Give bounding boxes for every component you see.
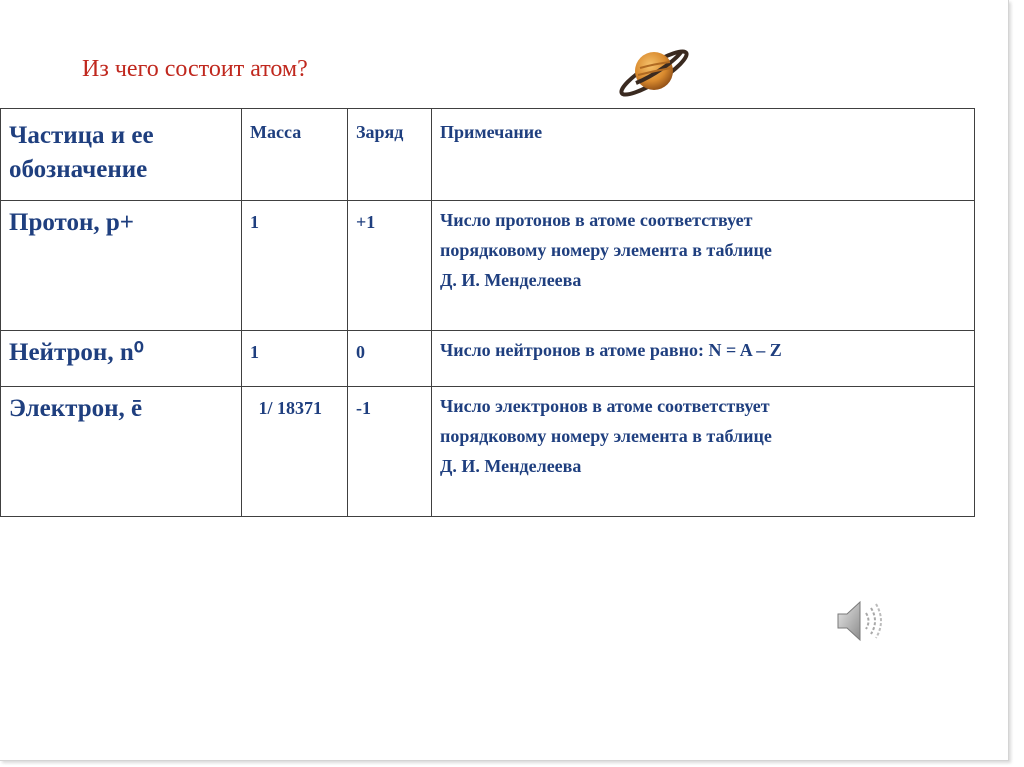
particles-table (0, 108, 975, 517)
particle-mass: 1 (242, 331, 348, 387)
particle-name: Электрон, ē (1, 387, 242, 517)
note-line: Число нейтронов в атоме равно: N = A – Z (440, 340, 782, 360)
table-header-row (1, 109, 975, 201)
speaker-icon[interactable] (834, 598, 886, 644)
particle-mass: 1/ 18371 (242, 387, 348, 517)
header-charge: Заряд (348, 109, 432, 201)
particle-name: Протон, р+ (1, 201, 242, 331)
note-line: Число протонов в атоме соответствует (440, 210, 753, 230)
header-note: Примечание (432, 109, 975, 201)
particle-note (432, 201, 975, 331)
table-row (1, 331, 975, 387)
particle-mass: 1 (242, 201, 348, 331)
note-line: Число электронов в атоме соответствует (440, 396, 770, 416)
note-line: Д. И. Менделеева (440, 270, 582, 290)
table-row (1, 201, 975, 331)
particle-charge: +1 (348, 201, 432, 331)
saturn-planet-icon (614, 40, 694, 102)
note-line: порядковому номеру элемента в таблице (440, 240, 772, 260)
header-particle: Частица и ее обозначение (1, 109, 242, 201)
particle-charge: 0 (348, 331, 432, 387)
note-line: порядковому номеру элемента в таблице (440, 426, 772, 446)
particle-charge: -1 (348, 387, 432, 517)
particle-name: Нейтрон, n⁰ (1, 331, 242, 387)
slide-title: Из чего состоит атом? (82, 56, 308, 82)
particle-note (432, 387, 975, 517)
particle-note (432, 331, 975, 387)
header-mass: Масса (242, 109, 348, 201)
note-line: Д. И. Менделеева (440, 456, 582, 476)
table-row (1, 387, 975, 517)
